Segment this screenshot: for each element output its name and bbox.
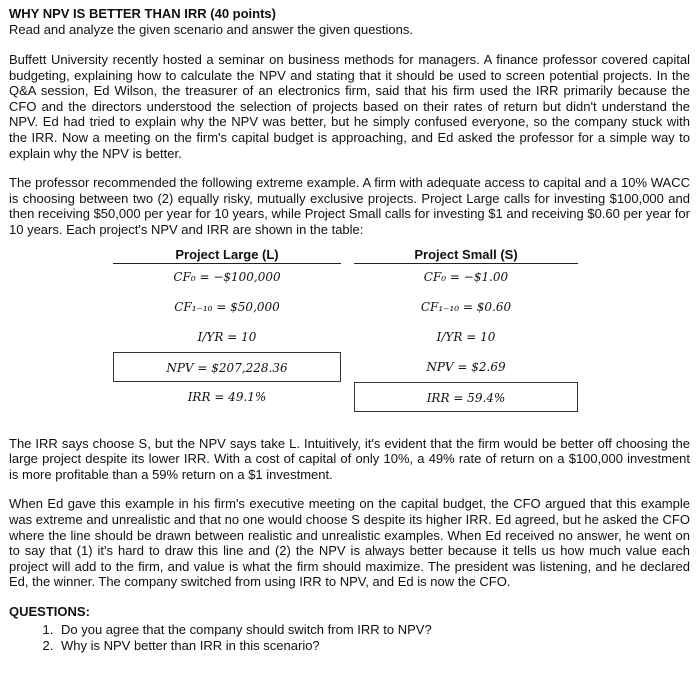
document-subtitle: Read and analyze the given scenario and answer the given questions. [9, 22, 413, 37]
project-large-npv: NPV = $207,228.36 [113, 352, 341, 382]
project-large-column [113, 247, 341, 412]
project-large-irr: IRR = 49.1% [187, 389, 267, 404]
project-small-cf1-10: CF₁₋₁₀ = $0.60 [420, 299, 512, 314]
project-small-column [354, 247, 578, 412]
project-large-cf1-10: CF₁₋₁₀ = $50,000 [174, 299, 280, 314]
scenario-paragraph-4: When Ed gave this example in his firm's executive meeting on the capital budget, the CFO argued that this example was extreme and unrealistic and that no one would choose S despite its higher IRR. Ed agreed, but he asked the CFO where the line should be drawn between realistic and unrealistic examples. When Ed received no answer, he went on to say that (1) it's hard to draw this line and (2) the NPV is always better because it tells us how much value each project will add to the firm, and value is what the firm should maximize. The president was listening, and he declared Ed, the winner. The company switched from using IRR to NPV, and Ed is now the CFO. [9, 496, 690, 590]
project-small-npv: NPV = $2.69 [426, 359, 506, 374]
document-title: WHY NPV IS BETTER THAN IRR (40 points) [9, 6, 276, 21]
project-small-irr: IRR = 59.4% [354, 382, 578, 412]
project-small-header: Project Small (S) [354, 247, 578, 264]
scenario-paragraph-2: The professor recommended the following extreme example. A firm with adequate access to capital and a 10% WACC is choosing between two (2) equally risky, mutually exclusive projects. Project Large calls for investing $100,000 and then receiving $50,000 per year for 10 years, while Project Small calls for investing $1 and receiving $0.60 per year for 10 years. Each project's NPV and IRR are shown in the table: [9, 175, 690, 237]
scenario-paragraph-1: Buffett University recently hosted a seminar on business methods for managers. A finance professor covered capital budgeting, explaining how to calculate the NPV and stating that it should be used to screen potential projects. In the Q&A session, Ed Wilson, the treasurer of an electronics firm, said that his firm used the IRR primarily because the CFO and the directors understood the selection of projects based on their rates of return but didn't understand the NPV. Ed had tried to explain why the NPV was better, but he simply confused everyone, so the company stuck with the IRR. Now a meeting on the firm's capital budget is approaching, and Ed asked the professor for a simple way to explain why the NPV is better. [9, 52, 690, 161]
scenario-paragraph-3: The IRR says choose S, but the NPV says take L. Intuitively, it's evident that the firm would be better off choosing the large project despite its lower IRR. With a cost of capital of only 10%, a 49% rate of return on a $100,000 investment is more profitable than a 59% return on a $1 investment. [9, 435, 690, 482]
project-large-header: Project Large (L) [113, 247, 341, 264]
questions-list [9, 622, 690, 654]
npv-irr-table [9, 247, 690, 422]
project-large-iyr: I/YR = 10 [197, 329, 257, 344]
question-2: 2. Why is NPV better than IRR in this scenario? [57, 638, 690, 654]
project-small-iyr: I/YR = 10 [436, 329, 496, 344]
project-large-cf0: CF₀ = −$100,000 [173, 269, 281, 284]
questions-title: QUESTIONS: [9, 603, 90, 619]
project-small-cf0: CF₀ = −$1.00 [423, 269, 509, 284]
question-1: 1. Do you agree that the company should switch from IRR to NPV? [57, 622, 690, 638]
